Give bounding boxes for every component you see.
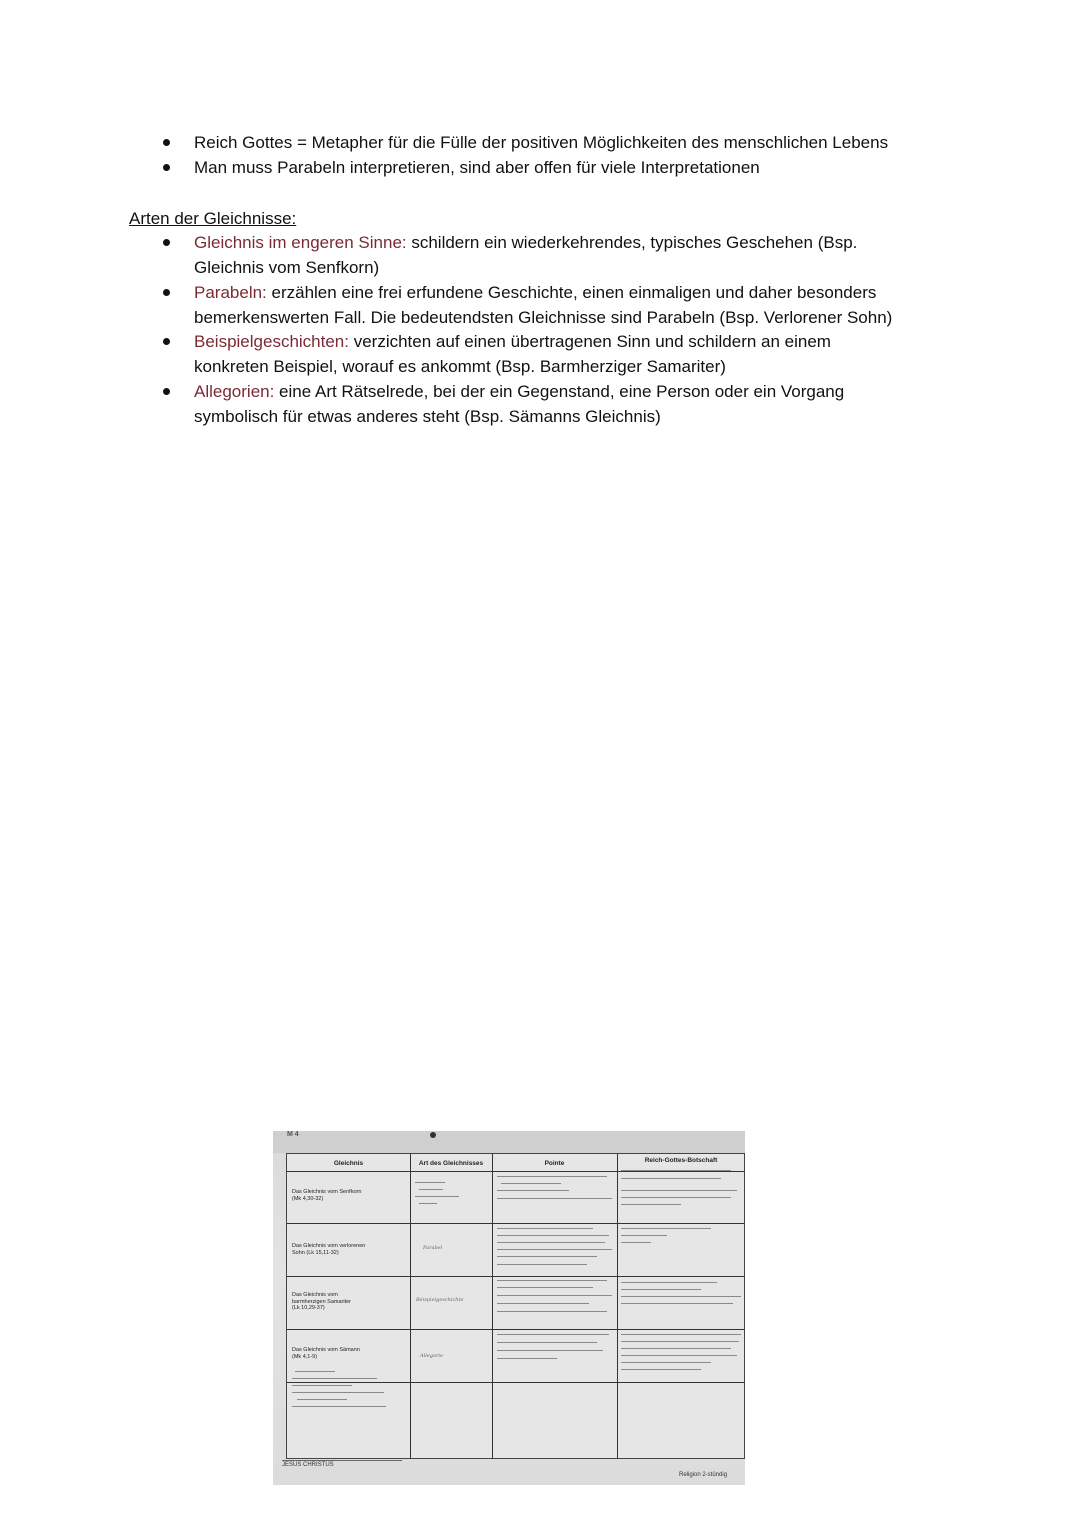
handwriting-stroke [621,1334,741,1335]
handwriting-stroke [415,1182,445,1183]
handwriting-stroke [621,1369,701,1370]
row-name-2: barmherzigen Samariter [292,1298,351,1305]
handwriting-stroke [497,1256,597,1257]
pin-icon [430,1132,436,1138]
handwriting-stroke [621,1197,731,1198]
handwriting-stroke [497,1358,557,1359]
type-gleichnis [194,230,857,280]
table-divider [287,1382,745,1383]
type-term: Gleichnis im engeren Sinne: [194,233,407,252]
handwriting-stroke [621,1178,721,1179]
type-text: verzichten auf einen übertragenen Sinn und schildern an einem [348,332,831,351]
handwriting-stroke [621,1341,739,1342]
handwriting-stroke [501,1183,561,1184]
handwriting-stroke [419,1203,437,1204]
header-gleichnis: Gleichnis [333,1160,364,1167]
handwriting-stroke [295,1371,335,1372]
handwriting-stroke [621,1228,711,1229]
handwriting-stroke [497,1235,609,1236]
section-heading: Arten der Gleichnisse: [129,209,297,228]
handwriting-stroke [621,1170,731,1171]
bullet-dot [163,388,170,395]
handwriting-stroke [621,1235,667,1236]
handwriting-stroke [415,1196,459,1197]
bullet-dot [163,239,170,246]
handwriting-stroke [497,1228,593,1229]
row-ref: (Mk 4,1-9) [292,1353,318,1360]
worksheet-table [286,1153,745,1459]
handwriting-stroke [621,1289,701,1290]
type-term: Parabeln: [194,283,267,302]
type-text: erzählen eine frei erfundene Geschichte, einen einmaligen und daher besonders [266,283,877,302]
row-senfkorn [292,1189,361,1202]
handwritten-type: Beispielgeschichte [416,1297,464,1303]
worksheet-photo [273,1131,745,1485]
handwriting-stroke [497,1287,593,1288]
row-samariter [292,1292,351,1312]
type-text: schildern ein wiederkehrendes, typisches Geschehen (Bsp. [406,233,858,252]
handwriting-stroke [292,1392,384,1393]
handwriting-stroke [497,1242,605,1243]
handwriting-stroke [297,1399,347,1400]
row-ref: (Lk 10,29-37) [292,1305,325,1311]
row-name: Das Gleichnis vom Sämann [292,1347,360,1353]
handwriting-stroke [621,1296,741,1297]
worksheet-footer-left: JESUS CHRISTUS [282,1462,334,1468]
footer-divider [282,1460,402,1461]
handwriting-stroke [497,1198,612,1199]
handwriting-stroke [497,1334,609,1335]
intro-bullet-2 [194,155,760,180]
handwriting-stroke [621,1355,737,1356]
intro-bullet-1 [194,130,888,155]
table-divider [492,1154,493,1459]
row-ref: (Mk 4,30-32) [292,1195,324,1202]
bullet-dot [163,164,170,171]
handwriting-stroke [497,1295,612,1296]
table-divider [287,1223,745,1224]
handwriting-stroke [621,1348,731,1349]
row-name: Das Gleichnis vom verlorenen [292,1243,366,1249]
handwriting-stroke [292,1378,377,1379]
handwritten-type: Parabel [423,1245,443,1251]
handwriting-stroke [621,1242,651,1243]
intro-bullet-text: Reich Gottes = Metapher für die Fülle der positiven Möglichkeiten des menschlichen Lebens [194,133,889,152]
type-text-cont: Gleichnis vom Senfkorn) [194,258,380,277]
bullet-dot [163,338,170,345]
handwriting-stroke [497,1190,569,1191]
row-name: Das Gleichnis vom [292,1292,338,1298]
handwriting-stroke [497,1264,587,1265]
handwriting-stroke [497,1303,589,1304]
table-divider [410,1154,411,1459]
type-allegorien [194,379,844,429]
row-name: Das Gleichnis vom Senfkorn [292,1189,362,1195]
type-text-cont: konkreten Beispiel, worauf es ankommt (Bsp. Barmherziger Samariter) [194,357,726,376]
row-saemann [292,1347,360,1360]
handwriting-stroke [497,1350,603,1351]
worksheet-footer-right: Religion 2-stündig [679,1472,728,1478]
type-text-cont: bemerkenswerten Fall. Die bedeutendsten Gleichnisse sind Parabeln (Bsp. Verlorener Sohn) [194,308,893,327]
handwriting-stroke [621,1362,711,1363]
photo-top-band [273,1131,745,1153]
header-pointe: Pointe [544,1160,565,1167]
handwriting-stroke [497,1311,607,1312]
handwriting-stroke [497,1280,607,1281]
handwriting-stroke [621,1282,717,1283]
type-text: eine Art Rätselrede, bei der ein Gegenstand, eine Person oder ein Vorgang [274,382,845,401]
handwriting-stroke [621,1204,681,1205]
row-verlorener-sohn [292,1243,365,1256]
worksheet-label: M 4 [287,1131,299,1138]
table-divider [617,1154,618,1459]
type-term: Beispielgeschichten: [194,332,349,351]
type-beispielgeschichten [194,329,831,379]
bullet-dot [163,289,170,296]
handwriting-stroke [621,1190,737,1191]
handwriting-stroke [497,1342,597,1343]
handwriting-stroke [497,1249,612,1250]
header-art: Art des Gleichnisses [418,1160,484,1167]
table-divider [287,1171,745,1172]
handwriting-stroke [292,1406,386,1407]
handwriting-stroke [497,1176,607,1177]
handwriting-stroke [621,1303,733,1304]
type-term: Allegorien: [194,382,275,401]
header-botschaft: Reich-Gottes-Botschaft [644,1157,718,1164]
bullet-dot [163,139,170,146]
type-parabeln [194,280,892,330]
handwriting-stroke [292,1385,352,1386]
table-divider [287,1276,745,1277]
table-divider [287,1329,745,1330]
type-text-cont: symbolisch für etwas anderes steht (Bsp. Sämanns Gleichnis) [194,407,661,426]
handwritten-type: Allegorie [420,1353,443,1359]
handwriting-stroke [419,1189,443,1190]
intro-bullet-text: Man muss Parabeln interpretieren, sind aber offen für viele Interpretationen [194,158,760,177]
row-ref: Sohn (Lk 15,11-32) [292,1249,339,1256]
